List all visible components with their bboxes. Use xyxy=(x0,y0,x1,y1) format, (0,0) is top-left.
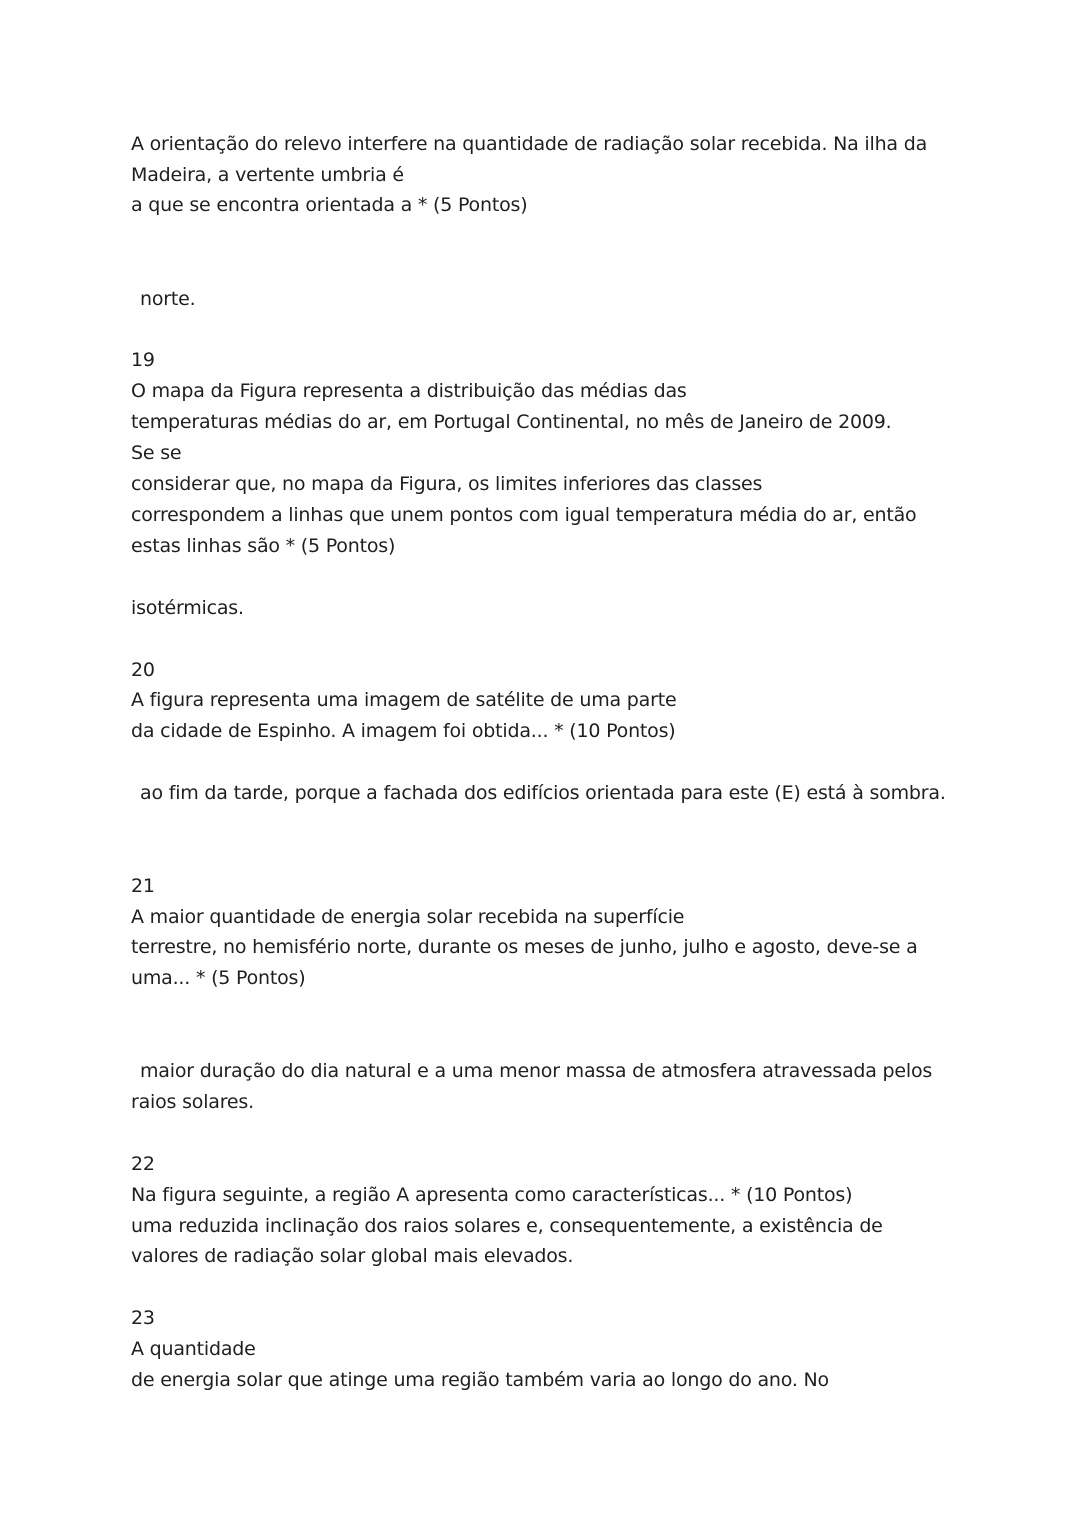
q19-question-line: correspondem a linhas que unem pontos com igual temperatura média do ar, então xyxy=(131,504,917,526)
q22-question-line: Na figura seguinte, a região A apresenta como características... * (10 Pontos) xyxy=(131,1184,853,1206)
q18-answer: norte. xyxy=(140,288,196,310)
q19-question-line: considerar que, no mapa da Figura, os limites inferiores das classes xyxy=(131,473,763,495)
q18-question-line: a que se encontra orientada a * (5 Pontos) xyxy=(131,194,528,216)
q22-question-line: valores de radiação solar global mais elevados. xyxy=(131,1245,574,1267)
q21-question-line: A maior quantidade de energia solar recebida na superfície xyxy=(131,906,685,928)
q19-question-line: Se se xyxy=(131,442,182,464)
q18-question-line: Madeira, a vertente umbria é xyxy=(131,164,404,186)
q21-question-line: terrestre, no hemisfério norte, durante os meses de junho, julho e agosto, deve-se a xyxy=(131,936,918,958)
q19-answer: isotérmicas. xyxy=(131,597,244,619)
q18-question-line: A orientação do relevo interfere na quantidade de radiação solar recebida. Na ilha da xyxy=(131,133,928,155)
q21-number: 21 xyxy=(131,875,155,897)
q20-answer: ao fim da tarde, porque a fachada dos edifícios orientada para este (E) está à sombra. xyxy=(140,782,946,804)
q20-number: 20 xyxy=(131,659,155,681)
q23-question-line: de energia solar que atinge uma região também varia ao longo do ano. No xyxy=(131,1369,829,1391)
q19-number: 19 xyxy=(131,349,155,371)
q22-question-line: uma reduzida inclinação dos raios solares e, consequentemente, a existência de xyxy=(131,1215,883,1237)
q23-number: 23 xyxy=(131,1307,155,1329)
q22-number: 22 xyxy=(131,1153,155,1175)
q23-question-line: A quantidade xyxy=(131,1338,256,1360)
q20-question-line: A figura representa uma imagem de satélite de uma parte xyxy=(131,689,677,711)
q21-answer-line: raios solares. xyxy=(131,1091,254,1113)
q19-question-line: estas linhas são * (5 Pontos) xyxy=(131,535,396,557)
q19-question-line: O mapa da Figura representa a distribuição das médias das xyxy=(131,380,687,402)
q21-question-line: uma... * (5 Pontos) xyxy=(131,967,306,989)
q21-answer-line: maior duração do dia natural e a uma menor massa de atmosfera atravessada pelos xyxy=(140,1060,933,1082)
q19-question-line: temperaturas médias do ar, em Portugal Continental, no mês de Janeiro de 2009. xyxy=(131,411,892,433)
q20-question-line: da cidade de Espinho. A imagem foi obtida... * (10 Pontos) xyxy=(131,720,676,742)
